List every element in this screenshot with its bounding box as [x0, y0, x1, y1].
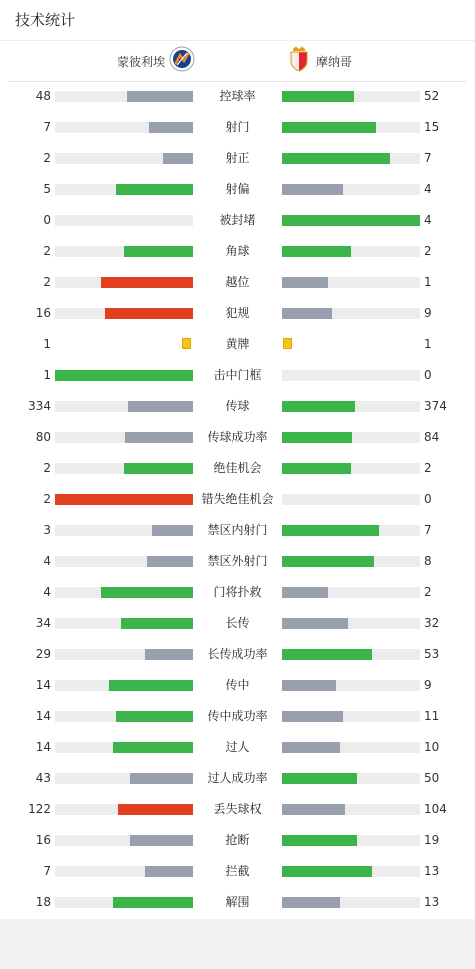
- home-value: 334: [28, 399, 51, 413]
- away-bar-fill: [282, 587, 328, 598]
- stat-row: [0, 701, 475, 732]
- home-bar-track: [55, 153, 193, 164]
- away-bar-fill: [282, 153, 390, 164]
- away-value: 374: [424, 399, 447, 413]
- away-bar-track: [282, 91, 420, 102]
- away-value: 0: [424, 492, 432, 506]
- stat-label: 被封堵: [219, 213, 256, 227]
- away-value: 9: [424, 306, 432, 320]
- away-bar-fill: [282, 866, 372, 877]
- stat-row: [0, 546, 475, 577]
- away-bar-track: [282, 618, 420, 629]
- stat-label: 禁区内射门: [207, 523, 268, 537]
- home-bar-track: [55, 184, 193, 195]
- stat-row: [0, 453, 475, 484]
- stat-label: 击中门框: [213, 368, 262, 382]
- home-value: 2: [43, 492, 51, 506]
- home-bar-fill: [118, 804, 193, 815]
- stat-row: [0, 422, 475, 453]
- home-bar-fill: [128, 401, 193, 412]
- home-bar-track: [55, 587, 193, 598]
- away-bar-fill: [282, 742, 340, 753]
- home-bar-fill: [130, 835, 193, 846]
- home-bar-fill: [152, 525, 193, 536]
- away-bar-track: [282, 649, 420, 660]
- away-value: 7: [424, 151, 432, 165]
- away-bar-track: [282, 494, 420, 505]
- home-bar-track: [55, 618, 193, 629]
- stat-label: 绝佳机会: [213, 461, 262, 475]
- stat-row: [0, 484, 475, 515]
- away-value: 50: [424, 771, 440, 785]
- away-bar-fill: [282, 91, 354, 102]
- stat-row: [0, 360, 475, 391]
- home-value: 48: [35, 89, 51, 103]
- away-bar-fill: [282, 897, 340, 908]
- home-bar-track: [55, 556, 193, 567]
- away-bar-fill: [282, 525, 379, 536]
- home-value: 1: [43, 368, 51, 382]
- away-value: 53: [424, 647, 440, 661]
- stat-row: [0, 856, 475, 887]
- away-bar-fill: [282, 246, 351, 257]
- away-bar-fill: [282, 804, 345, 815]
- home-bar-fill: [105, 308, 193, 319]
- away-bar-fill: [282, 618, 348, 629]
- teams-header: [8, 41, 466, 81]
- away-bar-track: [282, 804, 420, 815]
- away-bar-track: [282, 401, 420, 412]
- stat-row: [0, 81, 475, 112]
- home-bar-fill: [147, 556, 193, 567]
- home-value: 18: [35, 895, 51, 909]
- away-bar-fill: [282, 215, 420, 226]
- stat-label: 角球: [225, 244, 250, 258]
- home-value: 43: [35, 771, 51, 785]
- away-bar-fill: [282, 835, 357, 846]
- stat-row: [0, 298, 475, 329]
- away-team-name: 摩纳哥: [316, 54, 353, 69]
- home-team-name: 蒙彼利埃: [116, 54, 165, 69]
- away-value: 2: [424, 585, 432, 599]
- away-bar-fill: [282, 432, 352, 443]
- home-team[interactable]: [117, 41, 195, 81]
- stat-label: 传中成功率: [207, 709, 268, 723]
- home-bar-fill: [124, 246, 193, 257]
- away-bar-track: [282, 370, 420, 381]
- stat-label: 拦截: [225, 864, 250, 878]
- home-bar-track: [55, 525, 193, 536]
- away-bar-fill: [282, 184, 343, 195]
- stat-label: 传球: [225, 399, 250, 413]
- home-bar-track: [55, 804, 193, 815]
- home-bar-track: [55, 494, 193, 505]
- home-bar-fill: [55, 370, 193, 381]
- stat-row: [0, 825, 475, 856]
- home-bar-fill: [101, 587, 193, 598]
- stat-label: 黄牌: [225, 337, 250, 351]
- away-value: 7: [424, 523, 432, 537]
- home-value: 4: [43, 585, 51, 599]
- away-value: 15: [424, 120, 440, 134]
- home-bar-track: [55, 370, 193, 381]
- away-value: 1: [424, 337, 432, 351]
- away-team[interactable]: [288, 41, 352, 81]
- stat-label: 门将扑救: [213, 585, 262, 599]
- home-bar-fill: [130, 773, 193, 784]
- home-bar-fill: [149, 122, 193, 133]
- away-value: 9: [424, 678, 432, 692]
- home-bar-fill: [55, 494, 193, 505]
- home-value: 29: [35, 647, 51, 661]
- home-value: 4: [43, 554, 51, 568]
- home-bar-fill: [116, 184, 193, 195]
- home-value: 16: [35, 833, 51, 847]
- away-bar-track: [282, 525, 420, 536]
- away-value: 4: [424, 182, 432, 196]
- monaco-crest-icon: [288, 46, 310, 76]
- away-value: 8: [424, 554, 432, 568]
- stat-label: 犯规: [225, 306, 250, 320]
- home-bar-fill: [109, 680, 193, 691]
- away-bar-track: [282, 835, 420, 846]
- away-bar-track: [282, 463, 420, 474]
- home-bar-track: [55, 742, 193, 753]
- home-value: 2: [43, 151, 51, 165]
- away-bar-track: [282, 184, 420, 195]
- away-value: 11: [424, 709, 440, 723]
- away-bar-track: [282, 587, 420, 598]
- away-bar-fill: [282, 711, 343, 722]
- away-value: 52: [424, 89, 440, 103]
- home-bar-track: [55, 897, 193, 908]
- away-bar-track: [282, 742, 420, 753]
- stat-row: [0, 515, 475, 546]
- home-bar-track: [55, 773, 193, 784]
- home-bar-track: [55, 835, 193, 846]
- stat-row: [0, 794, 475, 825]
- stat-row: [0, 763, 475, 794]
- home-value: 7: [43, 120, 51, 134]
- away-bar-fill: [282, 122, 376, 133]
- away-bar-fill: [282, 556, 374, 567]
- away-bar-fill: [282, 401, 355, 412]
- away-value: 1: [424, 275, 432, 289]
- stat-label: 禁区外射门: [207, 554, 268, 568]
- stat-label: 越位: [225, 275, 250, 289]
- away-value: 104: [424, 802, 447, 816]
- home-bar-track: [55, 91, 193, 102]
- yellow-card-icon: [283, 338, 292, 349]
- home-value: 14: [35, 709, 51, 723]
- stat-row: [0, 670, 475, 701]
- stat-row: [0, 887, 475, 918]
- stat-row: [0, 143, 475, 174]
- away-bar-track: [282, 773, 420, 784]
- away-value: 19: [424, 833, 440, 847]
- home-bar-fill: [116, 711, 193, 722]
- montpellier-crest-icon: [169, 46, 195, 76]
- home-bar-track: [55, 277, 193, 288]
- stat-row: [0, 639, 475, 670]
- away-value: 2: [424, 461, 432, 475]
- home-value: 14: [35, 740, 51, 754]
- home-bar-fill: [101, 277, 193, 288]
- home-value: 34: [35, 616, 51, 630]
- away-value: 0: [424, 368, 432, 382]
- home-value: 2: [43, 244, 51, 258]
- home-value: 2: [43, 461, 51, 475]
- stat-label: 过人: [225, 740, 250, 754]
- home-bar-track: [55, 866, 193, 877]
- stat-label: 抢断: [225, 833, 250, 847]
- home-value: 80: [35, 430, 51, 444]
- home-bar-track: [55, 649, 193, 660]
- away-value: 10: [424, 740, 440, 754]
- away-value: 32: [424, 616, 440, 630]
- stat-label: 射正: [225, 151, 250, 165]
- away-bar-fill: [282, 773, 357, 784]
- away-bar-track: [282, 122, 420, 133]
- away-bar-track: [282, 246, 420, 257]
- home-bar-track: [55, 308, 193, 319]
- away-bar-track: [282, 277, 420, 288]
- away-bar-track: [282, 866, 420, 877]
- away-value: 13: [424, 864, 440, 878]
- home-value: 5: [43, 182, 51, 196]
- stat-row: [0, 112, 475, 143]
- home-bar-fill: [145, 649, 193, 660]
- away-value: 13: [424, 895, 440, 909]
- home-bar-track: [55, 246, 193, 257]
- home-bar-track: [55, 711, 193, 722]
- away-bar-fill: [282, 649, 372, 660]
- away-value: 2: [424, 244, 432, 258]
- home-bar-track: [55, 432, 193, 443]
- home-value: 7: [43, 864, 51, 878]
- away-bar-track: [282, 308, 420, 319]
- home-bar-fill: [125, 432, 193, 443]
- home-bar-track: [55, 463, 193, 474]
- away-bar-fill: [282, 463, 351, 474]
- stat-row: [0, 732, 475, 763]
- stat-row: [0, 608, 475, 639]
- away-bar-fill: [282, 308, 332, 319]
- stat-label: 解围: [225, 895, 250, 909]
- stat-row: [0, 236, 475, 267]
- home-bar-track: [55, 215, 193, 226]
- home-value: 122: [28, 802, 51, 816]
- away-bar-fill: [282, 680, 336, 691]
- away-value: 84: [424, 430, 440, 444]
- stat-label: 长传成功率: [207, 647, 268, 661]
- stat-row: [0, 205, 475, 236]
- stats-list: [0, 81, 475, 918]
- stat-label: 控球率: [219, 89, 256, 103]
- home-bar-fill: [145, 866, 193, 877]
- home-bar-fill: [113, 897, 193, 908]
- stat-row: [0, 577, 475, 608]
- away-bar-track: [282, 897, 420, 908]
- stat-label: 错失绝佳机会: [201, 492, 274, 506]
- stat-row: [0, 391, 475, 422]
- home-bar-fill: [121, 618, 193, 629]
- away-bar-track: [282, 680, 420, 691]
- away-bar-track: [282, 153, 420, 164]
- yellow-card-icon: [182, 338, 191, 349]
- home-bar-fill: [113, 742, 193, 753]
- home-bar-track: [55, 401, 193, 412]
- stat-label: 长传: [225, 616, 250, 630]
- away-bar-track: [282, 556, 420, 567]
- home-value: 3: [43, 523, 51, 537]
- stat-label: 射门: [225, 120, 250, 134]
- stat-label: 传中: [225, 678, 250, 692]
- home-value: 1: [43, 337, 51, 351]
- stat-row: [0, 174, 475, 205]
- away-value: 4: [424, 213, 432, 227]
- home-value: 0: [43, 213, 51, 227]
- away-bar-track: [282, 432, 420, 443]
- stat-label: 丢失球权: [213, 802, 262, 816]
- stat-label: 过人成功率: [207, 771, 268, 785]
- away-bar-track: [282, 215, 420, 226]
- home-bar-track: [55, 122, 193, 133]
- stat-label: 射偏: [225, 182, 250, 196]
- stat-label: 传球成功率: [207, 430, 268, 444]
- home-value: 14: [35, 678, 51, 692]
- stat-row: [0, 267, 475, 298]
- home-value: 16: [35, 306, 51, 320]
- home-bar-fill: [124, 463, 193, 474]
- page-title: 技术统计: [15, 11, 76, 29]
- home-bar-fill: [127, 91, 193, 102]
- home-value: 2: [43, 275, 51, 289]
- home-bar-fill: [163, 153, 193, 164]
- home-bar-track: [55, 680, 193, 691]
- away-bar-fill: [282, 277, 328, 288]
- stat-row: [0, 329, 475, 360]
- away-bar-track: [282, 711, 420, 722]
